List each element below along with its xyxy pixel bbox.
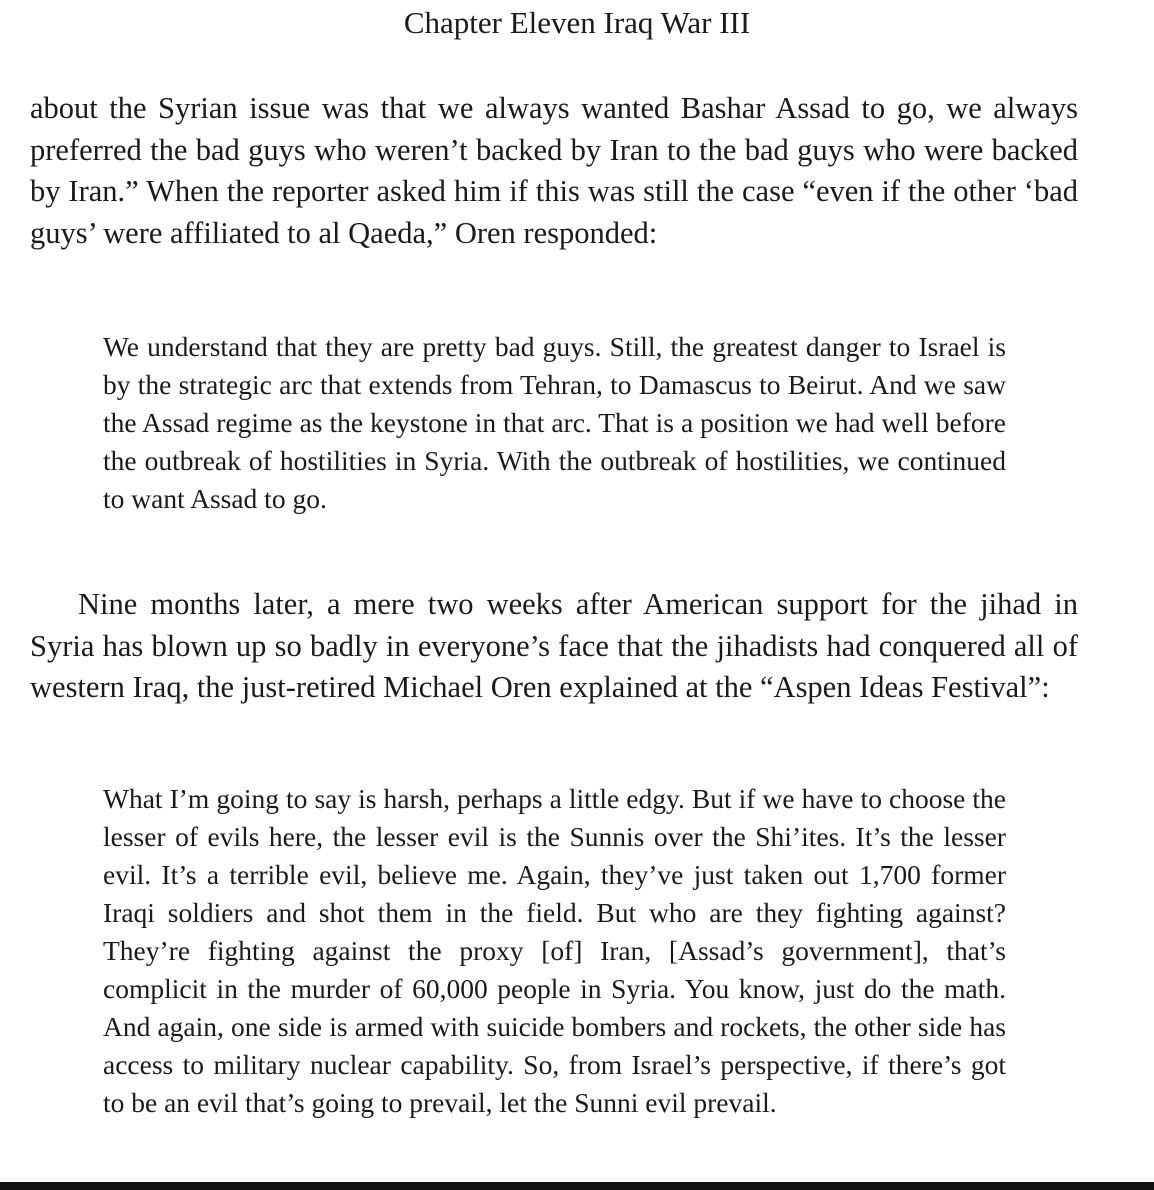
bottom-border-rule xyxy=(0,1182,1154,1190)
body-paragraph: Nine months later, a mere two weeks after American support for the jihad in Syria has blown up so badly in everyone’s face that the jihadists had conquered all of western Iraq, the just-retired Michael Oren explained at the “Aspen Ideas Festival”: xyxy=(30,587,1078,704)
body-paragraph: about the Syrian issue was that we always wanted Bashar Assad to go, we always preferred the bad guys who weren’t backed by Iran to the bad guys who were backed by Iran.” When the reporter asked him if this was still the case “even if the other ‘bad guys’ were affiliated to al Qaeda,” Oren responded: xyxy=(30,91,1078,250)
running-head-title: Chapter Eleven Iraq War III xyxy=(403,5,751,40)
block-quote: We understand that they are pretty bad guys. Still, the greatest danger to Israel is by the strategic arc that extends from Tehran, to Damascus to Beirut. And we saw the Assad regime as the keystone in that arc. That is a position we had well before the outbreak of hostilities in Syria. With the outbreak of hostilities, we continued to want Assad to go. xyxy=(103,331,1006,514)
block-quote: What I’m going to say is harsh, perhaps a little edgy. But if we have to choose the lesser of evils here, the lesser evil is the Sunnis over the Shi’ites. It’s the lesser evil. It’s a terrible evil, believe me. Again, they’ve just taken out 1,700 former Iraqi soldiers and shot them in the field. But who are they fighting against? They’re fighting against the proxy [of] Iran, [Assad’s government], that’s complicit in the murder of 60,000 people in Syria. You know, just do the math. And again, one side is armed with suicide bombers and rockets, the other side has access to military nuclear capability. So, from Israel’s perspective, if there’s got to be an evil that’s going to prevail, let the Sunni evil prevail. xyxy=(103,783,1006,1118)
